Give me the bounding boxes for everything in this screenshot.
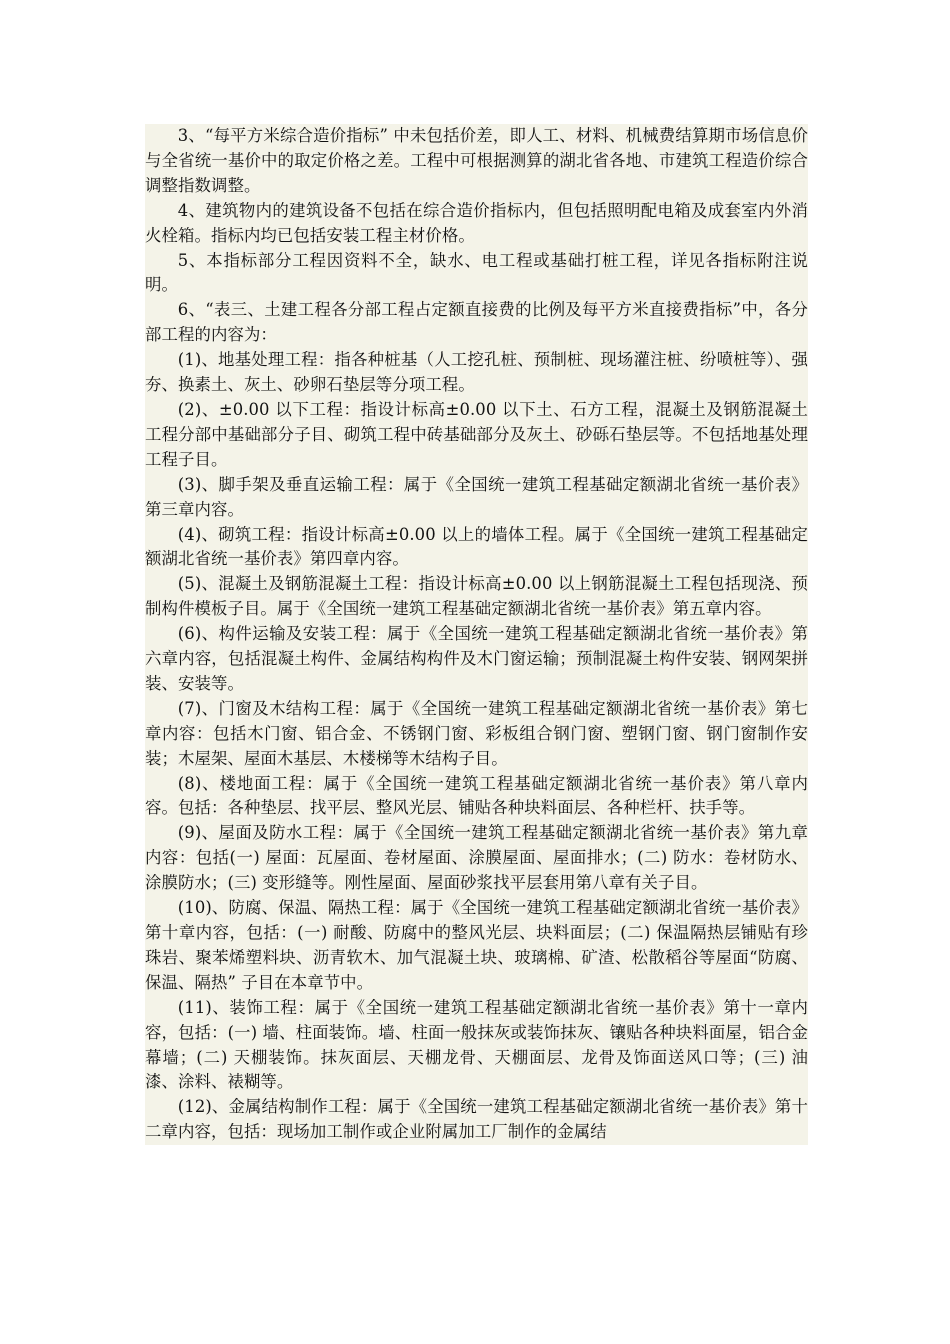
paragraph-item-2: (2)、±0.00 以下工程：指设计标高±0.00 以下土、石方工程，混凝土及钢筋混凝土工程分部中基础部分子目、砌筑工程中砖基础部分及灰土、砂砾石垫层等。不包括地基处理工程子目。 xyxy=(145,399,808,469)
document-text-block xyxy=(145,124,808,1145)
paragraph-note-6: 6、“表三、土建工程各分部工程占定额直接费的比例及每平方米直接费指标”中，各分部工程的内容为： xyxy=(145,300,808,345)
paragraph-item-11: (11)、装饰工程：属于《全国统一建筑工程基础定额湖北省统一基价表》第十一章内容，包括：(一) 墙、柱面装饰。墙、柱面一般抹灰或装饰抹灰、镶贴各种块料面屋，铝合金幕墙；(二) 天棚装饰。抹灰面层、天棚龙骨、天棚面层、龙骨及饰面送风口等；(三) 油漆、涂料、裱糊等。 xyxy=(145,997,808,1092)
paragraph-item-9: (9)、屋面及防水工程：属于《全国统一建筑工程基础定额湖北省统一基价表》第九章内容：包括(一) 屋面：瓦屋面、卷材屋面、涂膜屋面、屋面排水；(二) 防水：卷材防水、涂膜防水；(三) 变形缝等。刚性屋面、屋面砂浆找平层套用第八章有关子目。 xyxy=(145,823,808,893)
paragraph-note-3: 3、“每平方米综合造价指标” 中未包括价差，即人工、材料、机械费结算期市场信息价与全省统一基价中的取定价格之差。工程中可根据测算的湖北省各地、市建筑工程造价综合调整指数调整。 xyxy=(145,126,808,195)
paragraph-note-4: 4、建筑物内的建筑设备不包括在综合造价指标内，但包括照明配电箱及成套室内外消火栓箱。指标内均已包括安装工程主材价格。 xyxy=(145,200,808,245)
paragraph-note-5: 5、本指标部分工程因资料不全，缺水、电工程或基础打桩工程，详见各指标附注说明。 xyxy=(145,250,808,295)
paragraph-item-6: (6)、构件运输及安装工程：属于《全国统一建筑工程基础定额湖北省统一基价表》第六章内容，包括混凝土构件、金属结构构件及木门窗运输；预制混凝土构件安装、钢网架拼装、安装等。 xyxy=(145,624,808,693)
paragraph-item-4: (4)、砌筑工程：指设计标高±0.00 以上的墙体工程。属于《全国统一建筑工程基础定额湖北省统一基价表》第四章内容。 xyxy=(145,524,808,569)
paragraph-item-12: (12)、金属结构制作工程：属于《全国统一建筑工程基础定额湖北省统一基价表》第十二章内容，包括：现场加工制作或企业附属加工厂制作的金属结 xyxy=(145,1097,808,1142)
paragraph-item-8: (8)、楼地面工程：属于《全国统一建筑工程基础定额湖北省统一基价表》第八章内容。包括：各种垫层、找平层、整风光层、铺贴各种块料面层、各种栏杆、扶手等。 xyxy=(145,773,808,818)
paragraph-item-5: (5)、混凝土及钢筋混凝土工程：指设计标高±0.00 以上钢筋混凝土工程包括现浇、预制构件模板子目。属于《全国统一建筑工程基础定额湖北省统一基价表》第五章内容。 xyxy=(145,574,808,619)
paragraph-item-3: (3)、脚手架及垂直运输工程：属于《全国统一建筑工程基础定额湖北省统一基价表》第三章内容。 xyxy=(145,474,808,519)
paragraph-item-1: (1)、地基处理工程：指各种桩基（人工挖孔桩、预制桩、现场灌注桩、纷喷桩等）、强夯、换素土、灰土、砂卵石垫层等分项工程。 xyxy=(145,350,808,395)
paragraph-item-7: (7)、门窗及木结构工程：属于《全国统一建筑工程基础定额湖北省统一基价表》第七章内容：包括木门窗、铝合金、不锈钢门窗、彩板组合钢门窗、塑钢门窗、钢门窗制作安装；木屋架、屋面木基层、木楼梯等木结构子目。 xyxy=(145,698,808,768)
paragraph-item-10: (10)、防腐、保温、隔热工程：属于《全国统一建筑工程基础定额湖北省统一基价表》第十章内容，包括：(一) 耐酸、防腐中的整风光层、块料面层；(二) 保温隔热层铺贴有珍珠岩、聚苯烯塑料块、沥青软木、加气混凝土块、玻璃棉、矿渣、松散稻谷等屋面“防腐、保温、隔热” 子目在本章节中。 xyxy=(145,898,808,992)
